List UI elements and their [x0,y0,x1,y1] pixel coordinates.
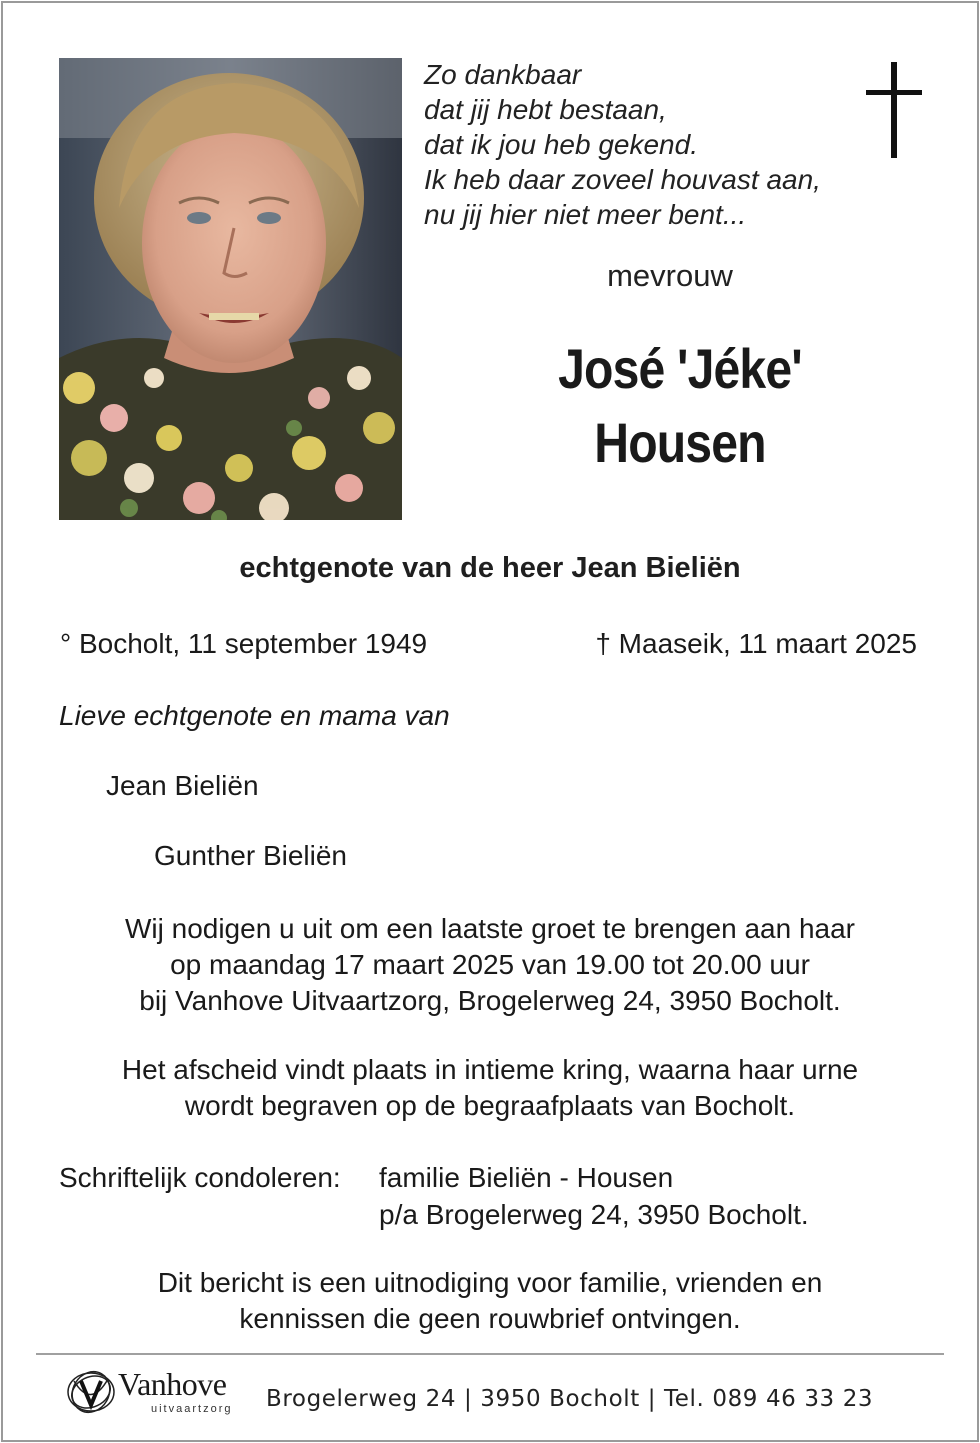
poem-line: dat ik jou heb gekend. [424,129,698,160]
poem [424,57,864,232]
poem-line: Zo dankbaar [424,59,582,90]
farewell-line: Het afscheid vindt plaats in intieme kring, waarna haar urne [121,1054,859,1085]
child-name: Gunther Bieliën [154,840,348,871]
death-info: † Maaseik, 11 maart 2025 [595,628,917,659]
deceased-name [508,332,852,480]
child-name: Jean Bieliën [106,770,259,801]
birth-info: ° Bocholt, 11 september 1949 [60,628,428,659]
portrait-photo [59,58,402,520]
logo-name: Vanhove [118,1366,227,1402]
closing-line: kennissen die geen rouwbrief ontvingen. [239,1303,741,1334]
vanhove-logo [64,1365,254,1421]
visitation-line: bij Vanhove Uitvaartzorg, Brogelerweg 24, 3950 Bocholt. [139,985,841,1016]
poem-line: Ik heb daar zoveel houvast aan, [424,164,821,195]
cross-icon [866,62,922,158]
family-intro: Lieve echtgenote en mama van [59,700,450,731]
farewell-paragraph [0,1052,980,1124]
footer-divider [36,1353,944,1355]
closing-line: Dit bericht is een uitnodiging voor familie, vrienden en [157,1267,823,1298]
closing-paragraph [0,1265,980,1337]
farewell-line: wordt begraven op de begraafplaats van Bocholt. [184,1090,796,1121]
visitation-line: Wij nodigen u uit om een laatste groet te brengen aan haar [124,913,856,944]
honorific: mevrouw [607,258,733,293]
name-line-1: José 'Jéke' [558,337,802,400]
visitation-line: op maandag 17 maart 2025 van 19.00 tot 20.00 uur [170,949,810,980]
name-line-2: Housen [594,411,766,474]
spouse-line: echtgenote van de heer Jean Bieliën [239,552,741,584]
poem-line: nu jij hier niet meer bent... [424,199,747,230]
vanhove-logo-icon [64,1369,118,1415]
poem-line: dat jij hebt bestaan, [424,94,667,125]
condolence-label: Schriftelijk condoleren: [59,1162,341,1193]
footer-contact: Brogelerweg 24 | 3950 Bocholt | Tel. 089 46 33 23 [266,1386,874,1412]
condolence-address: p/a Brogelerweg 24, 3950 Bocholt. [379,1199,809,1230]
visitation-paragraph [0,911,980,1019]
logo-subtitle: uitvaartzorg [151,1403,233,1415]
condolence-family: familie Bieliën - Housen [379,1162,674,1193]
